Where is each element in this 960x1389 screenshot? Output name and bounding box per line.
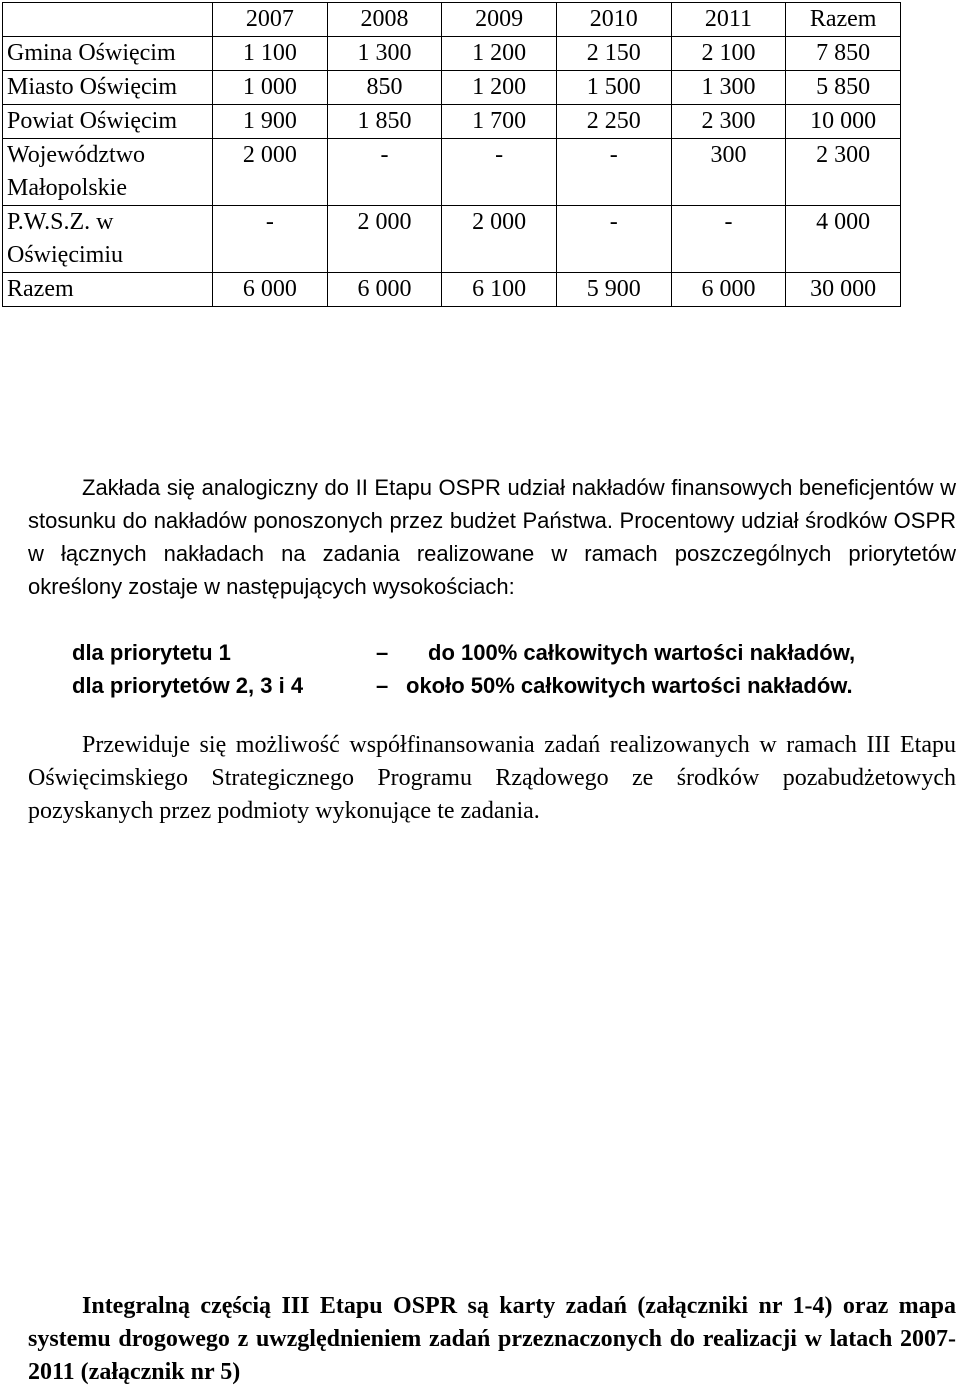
row-label: Powiat Oświęcim bbox=[3, 105, 213, 139]
table-cell: - bbox=[556, 139, 671, 206]
table-row bbox=[3, 139, 901, 206]
priority-dash: – bbox=[376, 640, 389, 665]
row-label: Miasto Oświęcim bbox=[3, 71, 213, 105]
attachments-paragraph: Integralną częścią III Etapu OSPR są karty zadań (załączniki nr 1-4) oraz mapa systemu drogowego z uwzględnieniem zadań przeznaczonych do realizacji w latach 2007-2011 (załącznik nr 5) bbox=[28, 1293, 956, 1385]
table-cell: - bbox=[671, 206, 786, 273]
priority-label: dla priorytetu 1 bbox=[72, 640, 231, 665]
table-row bbox=[3, 105, 901, 139]
table-cell: 1 200 bbox=[442, 37, 557, 71]
table-cell: 1 900 bbox=[213, 105, 328, 139]
table-cell: 2 000 bbox=[213, 139, 328, 206]
table-cell: 2 000 bbox=[327, 206, 442, 273]
table-cell: 5 900 bbox=[556, 273, 671, 307]
row-label: Gmina Oświęcim bbox=[3, 37, 213, 71]
header-cell: 2011 bbox=[671, 3, 786, 37]
table-cell: 7 850 bbox=[786, 37, 901, 71]
table-cell: 2 150 bbox=[556, 37, 671, 71]
table-cell: 1 300 bbox=[327, 37, 442, 71]
table-total-row bbox=[3, 273, 901, 307]
table-cell: 300 bbox=[671, 139, 786, 206]
table-header-row bbox=[3, 3, 901, 37]
table-cell: - bbox=[556, 206, 671, 273]
table-cell: 5 850 bbox=[786, 71, 901, 105]
table-row bbox=[3, 71, 901, 105]
table-cell: 6 000 bbox=[213, 273, 328, 307]
table-cell: 30 000 bbox=[786, 273, 901, 307]
header-cell: Razem bbox=[786, 3, 901, 37]
table-cell: 1 500 bbox=[556, 71, 671, 105]
priority-dash: – bbox=[376, 673, 389, 698]
header-cell: 2007 bbox=[213, 3, 328, 37]
table-cell: 6 000 bbox=[327, 273, 442, 307]
table-row bbox=[3, 37, 901, 71]
header-cell bbox=[3, 3, 213, 37]
table-cell: 1 200 bbox=[442, 71, 557, 105]
table-cell: 2 300 bbox=[786, 139, 901, 206]
extra-funding-paragraph: Przewiduje się możliwość współfinansowania zadań realizowanych w ramach III Etapu Oświęcimskiego Strategicznego Programu Rządowego ze środków pozabudżetowych pozyskanych przez podmioty wykonujące te zadania. bbox=[28, 732, 956, 824]
row-label: Województwo Małopolskie bbox=[3, 139, 213, 206]
table-cell: 1 300 bbox=[671, 71, 786, 105]
table-cell: 2 000 bbox=[442, 206, 557, 273]
table-cell: 2 100 bbox=[671, 37, 786, 71]
table-cell: 2 250 bbox=[556, 105, 671, 139]
table-cell: 6 100 bbox=[442, 273, 557, 307]
funding-table bbox=[2, 2, 901, 307]
header-cell: 2009 bbox=[442, 3, 557, 37]
table-cell: 1 700 bbox=[442, 105, 557, 139]
table-cell: - bbox=[213, 206, 328, 273]
table-cell: 4 000 bbox=[786, 206, 901, 273]
row-label: Razem bbox=[3, 273, 213, 307]
header-cell: 2008 bbox=[327, 3, 442, 37]
priority-value: do 100% całkowitych wartości nakładów, bbox=[428, 640, 856, 665]
row-label: P.W.S.Z. w Oświęcimiu bbox=[3, 206, 213, 273]
table-cell: 2 300 bbox=[671, 105, 786, 139]
priority-value: około 50% całkowitych wartości nakładów. bbox=[406, 673, 853, 698]
table-cell: 1 100 bbox=[213, 37, 328, 71]
table-cell: 6 000 bbox=[671, 273, 786, 307]
table-cell: - bbox=[442, 139, 557, 206]
table-row bbox=[3, 206, 901, 273]
table-cell: 1 850 bbox=[327, 105, 442, 139]
table-cell: 10 000 bbox=[786, 105, 901, 139]
priority-label: dla priorytetów 2, 3 i 4 bbox=[72, 673, 304, 698]
table-cell: - bbox=[327, 139, 442, 206]
table-cell: 850 bbox=[327, 71, 442, 105]
table-cell: 1 000 bbox=[213, 71, 328, 105]
cofinancing-paragraph: Zakłada się analogiczny do II Etapu OSPR udział nakładów finansowych beneficjentów w stosunku do nakładów ponoszonych przez budżet Państwa. Procentowy udział środków OSPR w łącznych nakładach na zadania realizowane w ramach poszczególnych priorytetów określony zostaje w następujących wysokościach: bbox=[28, 475, 956, 599]
header-cell: 2010 bbox=[556, 3, 671, 37]
